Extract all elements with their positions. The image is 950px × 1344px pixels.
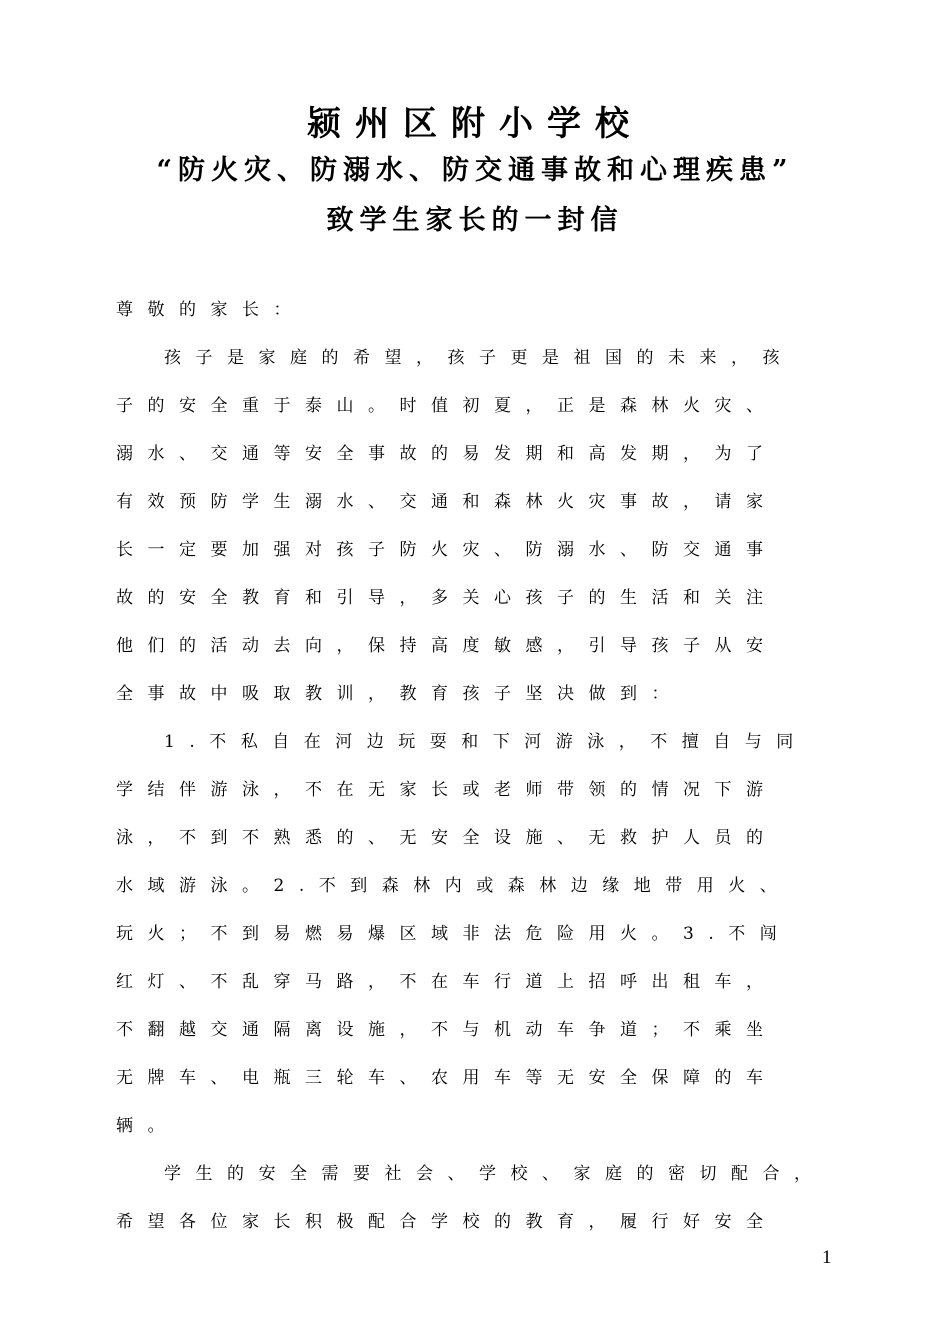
body-line: 学生的安全需要社会、学校、家庭的密切配合， [164,1164,826,1184]
letter-subject: “防火灾、防溺水、防交通事故和心理疾患” [156,155,794,186]
body-line: 有效预防学生溺水、交通和森林火灾事故，请家 [116,492,778,512]
body-line: 全事故中吸取教训，教育孩子坚决做到： [116,684,683,704]
body-line: 水域游泳。2.不到森林内或森林边缘地带用火、 [116,876,792,896]
body-line: 无牌车、电瓶三轮车、农用车等无安全保障的车 [116,1068,778,1088]
body-line: 长一定要加强对孩子防火灾、防溺水、防交通事 [116,540,778,560]
salutation: 尊敬的家长： [116,300,305,320]
body-line: 孩子是家庭的希望，孩子更是祖国的未来，孩 [164,348,794,368]
body-line: 学结伴游泳，不在无家长或老师带领的情况下游 [116,780,778,800]
body-line: 1.不私自在河边玩耍和下河游泳，不擅自与同 [164,732,808,752]
page-number: 1 [822,1247,832,1268]
body-line: 溺水、交通等安全事故的易发期和高发期，为了 [116,444,778,464]
body-line: 红灯、不乱穿马路，不在车行道上招呼出租车， [116,972,778,992]
body-line: 子的安全重于泰山。时值初夏，正是森林火灾、 [116,396,778,416]
body-line: 希望各位家长积极配合学校的教育，履行好安全 [116,1212,778,1232]
body-line: 泳，不到不熟悉的、无安全设施、无救护人员的 [116,828,778,848]
letter-title: 致学生家长的一封信 [326,205,624,236]
school-name: 颍州区附小学校 [307,104,643,144]
body-line: 辆。 [116,1116,179,1136]
body-line: 玩火；不到易燃易爆区域非法危险用火。3.不闯 [116,924,792,944]
body-line: 不翻越交通隔离设施，不与机动车争道；不乘坐 [116,1020,778,1040]
body-line: 故的安全教育和引导，多关心孩子的生活和关注 [116,588,778,608]
body-line: 他们的活动去向，保持高度敏感，引导孩子从安 [116,636,778,656]
